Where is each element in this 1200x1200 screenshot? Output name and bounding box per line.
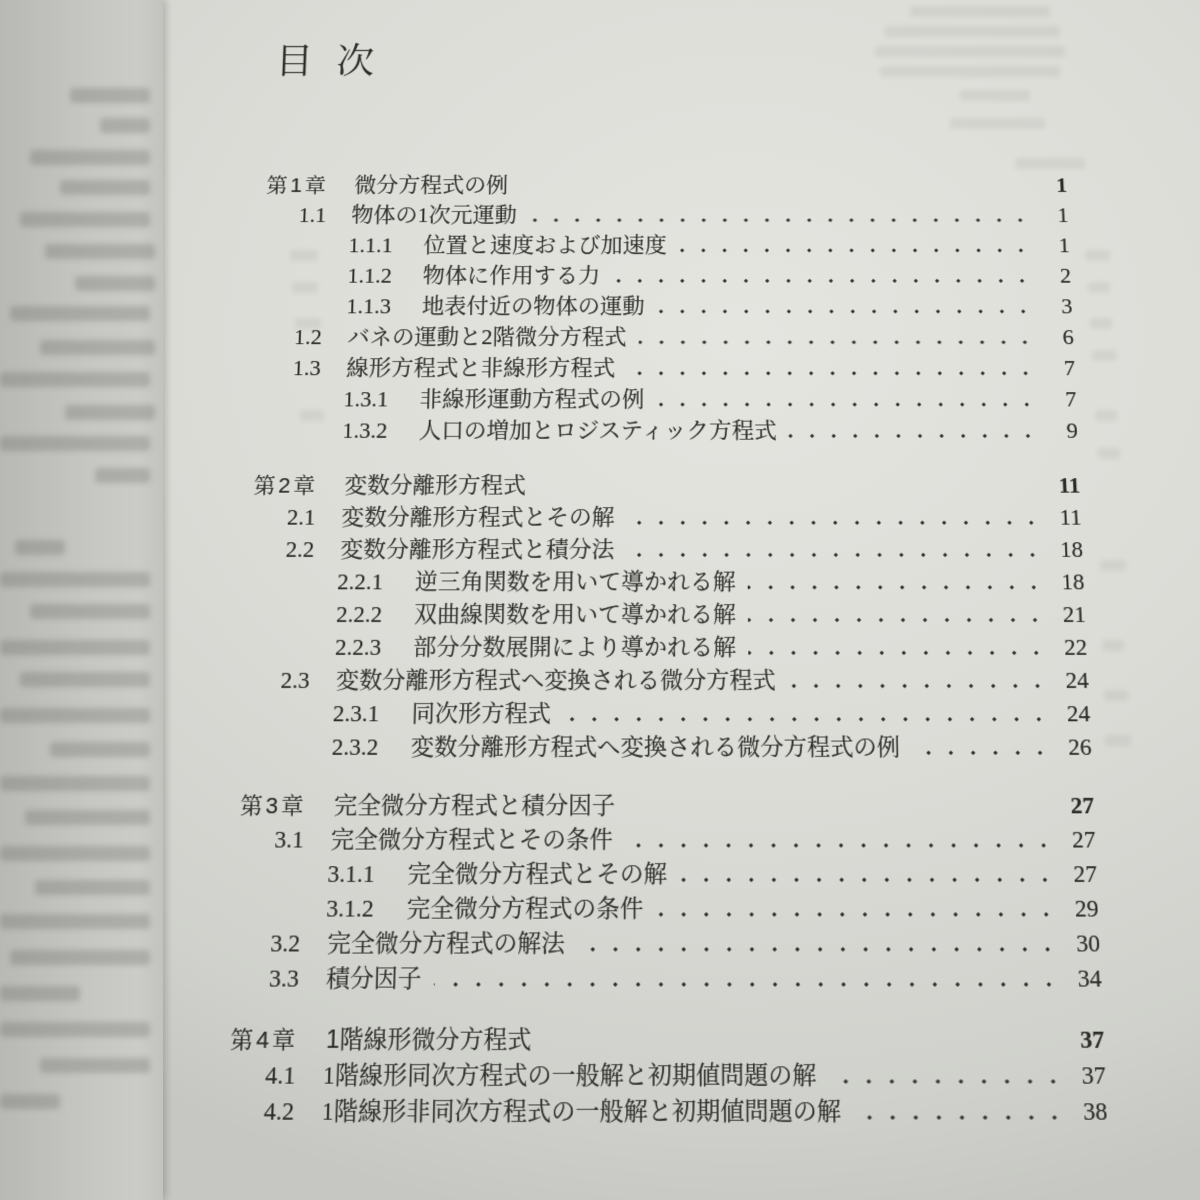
- subsection-number: 3.1.1: [327, 861, 376, 888]
- page-number: 18: [1059, 537, 1084, 562]
- left-page-blurred-text: [0, 914, 150, 929]
- show-through-text: [1102, 640, 1124, 651]
- left-page-blurred-text: [0, 372, 150, 387]
- toc-subsection-3-1-2: [235, 891, 1099, 926]
- page-number: 18: [1060, 569, 1085, 595]
- section-number: 2.2: [285, 537, 315, 562]
- show-through-text: [1095, 410, 1117, 421]
- section-number: 4.2: [263, 1097, 295, 1126]
- page-number: 1: [1056, 203, 1069, 227]
- subsection-number: 2.2.1: [336, 569, 384, 595]
- dot-leader: [627, 353, 1037, 384]
- toc-section-4-2: [226, 1093, 1108, 1129]
- page-number: 2: [1059, 264, 1072, 288]
- dot-leader: [748, 598, 1047, 631]
- left-page-blurred-text: [0, 986, 80, 1001]
- left-page-blurred-text: [0, 846, 150, 861]
- subsection-number: 1.3.1: [342, 387, 389, 412]
- subsection-title: 地表付近の物体の運動: [421, 294, 645, 318]
- toc-section-3-2: [234, 926, 1101, 961]
- show-through-text: [1085, 250, 1110, 261]
- page-number: 34: [1077, 965, 1103, 992]
- toc-subsection-2-3-1: [243, 697, 1090, 730]
- page-number: 6: [1062, 325, 1075, 349]
- chapter-row-spacer: [526, 470, 1042, 502]
- left-page-blurred-text: [20, 212, 150, 227]
- left-page-blurred-text: [40, 340, 155, 355]
- toc-subsection-2-2-2: [248, 598, 1087, 631]
- left-page-blurred-text: [40, 1058, 150, 1073]
- toc-section-4-1: [228, 1058, 1107, 1094]
- left-page-blurred-text: [30, 150, 150, 165]
- left-page-blurred-text: [70, 88, 150, 103]
- subsection-title: 完全微分方程式の条件: [406, 895, 644, 922]
- section-title: 変数分離形方程式とその解: [340, 505, 615, 530]
- chapter-row-spacer: [508, 170, 1030, 200]
- section-title: 変数分離形方程式と積分法: [339, 537, 615, 562]
- page-number: 38: [1082, 1097, 1108, 1126]
- dot-leader: [829, 1058, 1065, 1094]
- section-title: 1階線形同次方程式の一般解と初期値問題の解: [322, 1061, 817, 1090]
- toc-section-2-3: [245, 664, 1090, 697]
- dot-leader: [563, 697, 1050, 730]
- page-number: 27: [1070, 792, 1095, 819]
- show-through-text: [1098, 448, 1120, 459]
- toc-section-1-2: [259, 322, 1074, 353]
- dot-leader: [612, 261, 1033, 291]
- left-page-blurred-text: [10, 306, 150, 321]
- left-page-blurred-text: [65, 405, 155, 420]
- section-title: 1階線形非同次方程式の一般解と初期値問題の解: [321, 1097, 842, 1126]
- dot-leader: [912, 730, 1052, 764]
- toc-subsection-2-2-1: [249, 566, 1085, 598]
- toc-section-2-1: [252, 501, 1083, 533]
- left-page-blurred-text: [35, 880, 150, 895]
- section-number: 3.3: [268, 965, 300, 992]
- show-through-text: [1090, 318, 1112, 329]
- left-page-blurred-text: [0, 640, 150, 655]
- chapter-number: 第2章: [253, 473, 319, 498]
- toc-subsection-1-1-3: [261, 291, 1073, 322]
- toc-chapter-2: [253, 470, 1081, 502]
- page-number: 26: [1067, 734, 1093, 760]
- toc-section-1-3: [258, 353, 1076, 384]
- subsection-title: 完全微分方程式とその解: [407, 861, 668, 888]
- chapter-row-spacer: [531, 1022, 1063, 1058]
- page-number: 7: [1064, 387, 1077, 412]
- left-page-blurred-text: [30, 604, 150, 619]
- subsection-title: 部分分数展開により導かれる解: [412, 634, 737, 660]
- chapter-title: 完全微分方程式と積分因子: [333, 791, 616, 819]
- section-title: 完全微分方程式の解法: [326, 930, 566, 957]
- subsection-number: 2.2.3: [334, 634, 382, 660]
- page-number: 30: [1075, 930, 1101, 957]
- section-number: 2.3: [280, 667, 311, 693]
- show-through-text: [1100, 560, 1126, 571]
- subsection-number: 2.3.2: [331, 734, 379, 760]
- left-page-blurred-text: [45, 244, 155, 259]
- left-page-blurred-text: [15, 540, 65, 555]
- left-page-blurred-text: [50, 742, 150, 757]
- dot-leader: [788, 664, 1049, 697]
- chapter-number: 第1章: [265, 173, 330, 197]
- left-page-blurred-text: [75, 276, 155, 291]
- subsection-number: 2.2.2: [335, 602, 383, 627]
- dot-leader: [528, 200, 1031, 230]
- toc-section-3-1: [238, 823, 1096, 857]
- left-page-blurred-text: [100, 118, 150, 133]
- left-page-blurred-text: [10, 950, 150, 965]
- page-number: 27: [1071, 826, 1097, 853]
- dot-leader: [434, 961, 1061, 996]
- subsection-title: 変数分離形方程式へ変換される微分方程式の例: [410, 734, 901, 760]
- subsection-number: 1.1.2: [347, 264, 393, 288]
- left-page-blurred-text: [0, 1094, 60, 1109]
- toc-subsection-2-3-2: [242, 730, 1092, 764]
- left-page: [0, 0, 163, 1200]
- subsection-number: 2.3.1: [332, 701, 380, 727]
- dot-leader: [656, 384, 1038, 415]
- subsection-number: 1.1.1: [348, 233, 394, 257]
- toc-subsection-1-1-1: [263, 230, 1070, 260]
- dot-leader: [638, 322, 1035, 353]
- show-through-text: [885, 26, 1060, 37]
- subsection-title: 双曲線関数を用いて導かれる解: [413, 602, 737, 627]
- dot-leader: [853, 1093, 1066, 1129]
- show-through-text: [1092, 350, 1116, 361]
- left-page-blurred-text: [0, 1022, 150, 1037]
- toc-section-3-3: [232, 961, 1102, 996]
- section-number: 2.1: [286, 505, 316, 530]
- left-page-blurred-text: [0, 776, 150, 791]
- page-number: 3: [1060, 294, 1073, 318]
- page-number: 9: [1066, 418, 1079, 443]
- subsection-title: 同次形方程式: [411, 701, 552, 727]
- toc-subsection-1-1-2: [262, 261, 1072, 291]
- dot-leader: [625, 823, 1055, 857]
- section-title: 完全微分方程式とその条件: [330, 826, 613, 853]
- section-title: 線形方程式と非線形方程式: [345, 356, 616, 380]
- toc-chapter-1: [266, 170, 1068, 200]
- page-number: 1: [1058, 233, 1071, 257]
- subsection-number: 1.1.3: [346, 294, 392, 318]
- subsection-title: 非線形運動方程式の例: [419, 387, 645, 412]
- left-page-blurred-text: [25, 810, 150, 825]
- show-through-text: [910, 6, 1050, 17]
- dot-leader: [656, 891, 1058, 926]
- subsection-title: 物体に作用する力: [422, 264, 601, 288]
- page-number: 11: [1059, 505, 1083, 530]
- page-number: 29: [1074, 895, 1100, 922]
- toc-subsection-3-1-1: [237, 857, 1098, 891]
- page-title: 目 次: [274, 41, 381, 82]
- toc-chapter-4: [229, 1022, 1105, 1058]
- dot-leader: [626, 533, 1044, 565]
- subsection-number: 1.3.2: [341, 418, 388, 443]
- left-page-blurred-text: [0, 708, 150, 723]
- toc-subsection-2-2-3: [246, 631, 1088, 664]
- page-number: 7: [1063, 356, 1076, 380]
- toc-section-2-2: [250, 533, 1083, 565]
- page-number: 27: [1072, 861, 1098, 888]
- chapter-row-spacer: [615, 789, 1054, 823]
- chapter-number: 第3章: [239, 792, 308, 819]
- left-page-blurred-text: [0, 572, 150, 587]
- subsection-number: 3.1.2: [325, 895, 375, 922]
- page-number: 1: [1055, 173, 1068, 197]
- dot-leader: [577, 926, 1059, 961]
- page-number: 22: [1063, 634, 1088, 660]
- page-number: 37: [1081, 1061, 1107, 1090]
- left-page-blurred-text: [20, 672, 150, 687]
- dot-leader: [678, 230, 1032, 260]
- subsection-title: 位置と速度および加速度: [423, 233, 667, 257]
- section-title: 積分因子: [325, 965, 422, 992]
- dot-leader: [748, 631, 1048, 664]
- toc-section-1-1: [265, 200, 1070, 230]
- toc-chapter-3: [239, 789, 1094, 823]
- section-number: 1.1: [298, 203, 327, 227]
- chapter-title: 変数分離形方程式: [344, 472, 527, 498]
- right-page: [217, 41, 1123, 1143]
- section-number: 1.2: [293, 325, 323, 349]
- toc-subsection-1-3-2: [255, 415, 1078, 446]
- dot-leader: [748, 566, 1046, 598]
- page-number: 24: [1066, 701, 1091, 727]
- chapter-title: 微分方程式の例: [353, 172, 509, 197]
- page-number: 21: [1062, 602, 1087, 627]
- section-title: バネの運動と2階微分方程式: [346, 325, 627, 349]
- chapter-title: 1階線形微分方程式: [325, 1025, 532, 1054]
- section-title: 物体の1次元運動: [351, 203, 517, 227]
- left-page-blurred-text: [95, 468, 150, 483]
- chapter-number: 第4章: [229, 1026, 299, 1054]
- dot-leader: [656, 291, 1034, 322]
- subsection-title: 人口の増加とロジスティック方程式: [418, 418, 777, 443]
- section-number: 3.2: [269, 930, 301, 957]
- dot-leader: [788, 415, 1039, 446]
- show-through-text: [1104, 690, 1128, 701]
- show-through-text: [1105, 735, 1131, 746]
- toc-subsection-1-3-1: [257, 384, 1077, 415]
- page-number: 11: [1058, 473, 1081, 498]
- section-number: 1.3: [292, 356, 322, 380]
- show-through-text: [1088, 282, 1110, 293]
- left-page-blurred-text: [60, 180, 150, 195]
- dot-leader: [679, 857, 1056, 891]
- table-of-contents: [226, 170, 1108, 1129]
- page-number: 24: [1064, 667, 1090, 693]
- section-number: 3.1: [273, 826, 305, 853]
- section-number: 4.1: [264, 1061, 296, 1090]
- subsection-title: 逆三角関数を用いて導かれる解: [414, 569, 736, 595]
- section-title: 変数分離形方程式へ変換される微分方程式: [335, 667, 776, 693]
- page-number: 37: [1079, 1026, 1105, 1054]
- left-page-blurred-text: [0, 436, 150, 451]
- dot-leader: [626, 501, 1042, 533]
